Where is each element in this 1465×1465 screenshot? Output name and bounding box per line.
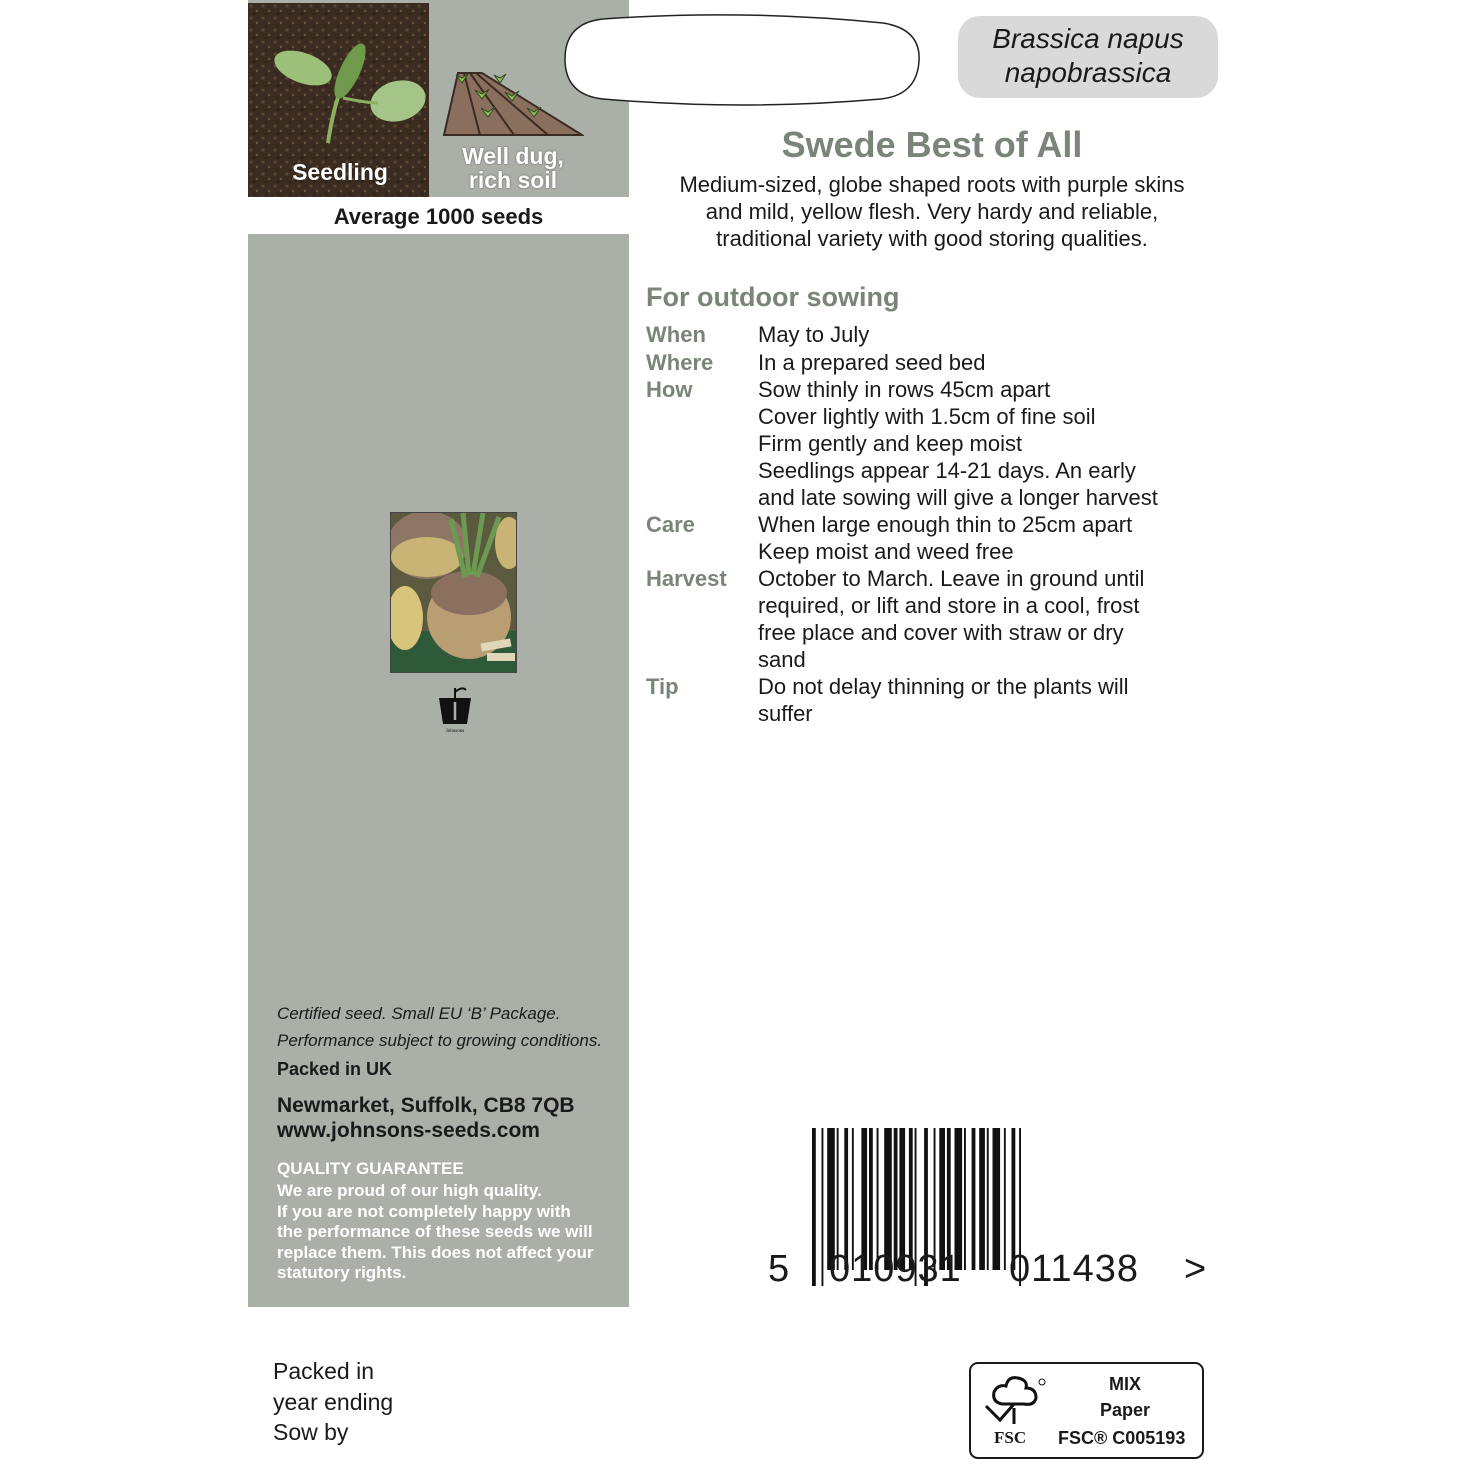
fsc-wordmark: FSC (994, 1428, 1027, 1447)
row-line: Do not delay thinning or the plants will (758, 674, 1129, 699)
row-text-tip (758, 673, 1218, 727)
row-line: When large enough thin to 25cm apart (758, 512, 1133, 537)
fsc-license-code: FSC® C005193 (1058, 1428, 1186, 1448)
packed-in-line: Sow by (273, 1419, 349, 1445)
svg-text:Johnsons: Johnsons (445, 729, 465, 734)
guarantee-line: If you are not completely happy with (277, 1201, 571, 1221)
latin-name-line1: Brassica napus (992, 23, 1184, 54)
swede-photo (390, 512, 517, 673)
certification-line2: Performance subject to growing conditions. (277, 1031, 603, 1050)
row-text-harvest (758, 565, 1218, 673)
barcode-bar (964, 1128, 966, 1270)
row-line: free place and cover with straw or dry (758, 620, 1124, 645)
row-line: suffer (758, 701, 813, 726)
fsc-tree-icon (984, 1374, 1048, 1428)
row-label-tip: Tip (646, 674, 679, 699)
seed-count: Average 1000 seeds (248, 197, 629, 234)
guarantee-line: statutory rights. (277, 1263, 407, 1282)
description-line: traditional variety with good storing qualities. (716, 226, 1148, 251)
barcode-right-group: 011438 (1009, 1248, 1139, 1290)
latin-name-line2: napobrassica (1004, 57, 1172, 88)
fsc-mix: MIX (1108, 1374, 1141, 1394)
row-line: October to March. Leave in ground until (758, 566, 1145, 591)
barcode-first-digit: 5 (768, 1248, 790, 1290)
row-line: Sow thinly in rows 45cm apart (758, 377, 1051, 402)
certification-line1: Certified seed. Small EU ‘B’ Package. (277, 1004, 561, 1023)
barcode-bar (972, 1128, 976, 1270)
row-line: Cover lightly with 1.5cm of fine soil (758, 404, 1096, 429)
row-line: required, or lift and store in a cool, frost (758, 593, 1140, 618)
product-title: Swede Best of All (781, 124, 1083, 165)
guarantee-line: the performance of these seeds we will (277, 1222, 593, 1241)
barcode-left-group: 010931 (829, 1248, 962, 1290)
barcode-bar (993, 1128, 1001, 1270)
sowing-heading: For outdoor sowing (646, 282, 900, 312)
barcode-bar (1004, 1128, 1006, 1270)
guarantee-text (277, 1181, 622, 1284)
row-text-care (758, 511, 1218, 565)
description-line: Medium-sized, globe shaped roots with purple skins (679, 172, 1185, 197)
row-label-when: When (646, 322, 706, 347)
barcode-bar (979, 1128, 985, 1270)
guarantee-line: replace them. This does not affect your (277, 1242, 594, 1262)
guarantee-title: QUALITY GUARANTEE (277, 1159, 464, 1178)
row-line: Firm gently and keep moist (758, 431, 1023, 456)
row-line: Keep moist and weed free (758, 539, 1014, 564)
hang-hole-cutout (563, 13, 921, 106)
barcode-bar (987, 1128, 989, 1270)
latin-name-box (958, 16, 1218, 98)
barcode-end-mark: > (1184, 1248, 1207, 1290)
packed-in-info (273, 1356, 393, 1448)
packed-in-line: Packed in (273, 1358, 375, 1384)
row-label-where: Where (646, 350, 714, 375)
seedling-label: Seedling (292, 159, 388, 185)
row-line: Seedlings appear 14-21 days. An early (758, 458, 1136, 483)
row-label-harvest: Harvest (646, 566, 727, 591)
row-line: sand (758, 647, 806, 672)
row-text-when (758, 321, 1218, 348)
johnsons-pot-logo (436, 686, 474, 736)
row-text-how (758, 376, 1218, 511)
product-description (640, 171, 1224, 252)
row-line: In a prepared seed bed (758, 350, 986, 375)
description-line: and mild, yellow flesh. Very hardy and reliable, (705, 199, 1159, 224)
company-address (277, 1093, 575, 1143)
row-label-care: Care (646, 512, 695, 537)
guarantee-line: We are proud of our high quality. (277, 1181, 542, 1200)
fsc-paper: Paper (1099, 1400, 1151, 1420)
row-label-how: How (646, 377, 693, 402)
row-line: May to July (758, 322, 870, 347)
row-line: and late sowing will give a longer harvest (758, 485, 1158, 510)
website-link[interactable]: www.johnsons-seeds.com (277, 1119, 540, 1142)
packed-in-line: year ending (273, 1388, 394, 1415)
soil-label-line1: Well dug, (462, 143, 564, 169)
packed-in-uk: Packed in UK (277, 1059, 393, 1079)
barcode-bar (812, 1128, 816, 1286)
row-text-where (758, 349, 1218, 376)
address-town: Newmarket, Suffolk, CB8 7QB (277, 1094, 575, 1117)
soil-label-line2: rich soil (468, 167, 558, 193)
barcode-bar (822, 1128, 824, 1286)
